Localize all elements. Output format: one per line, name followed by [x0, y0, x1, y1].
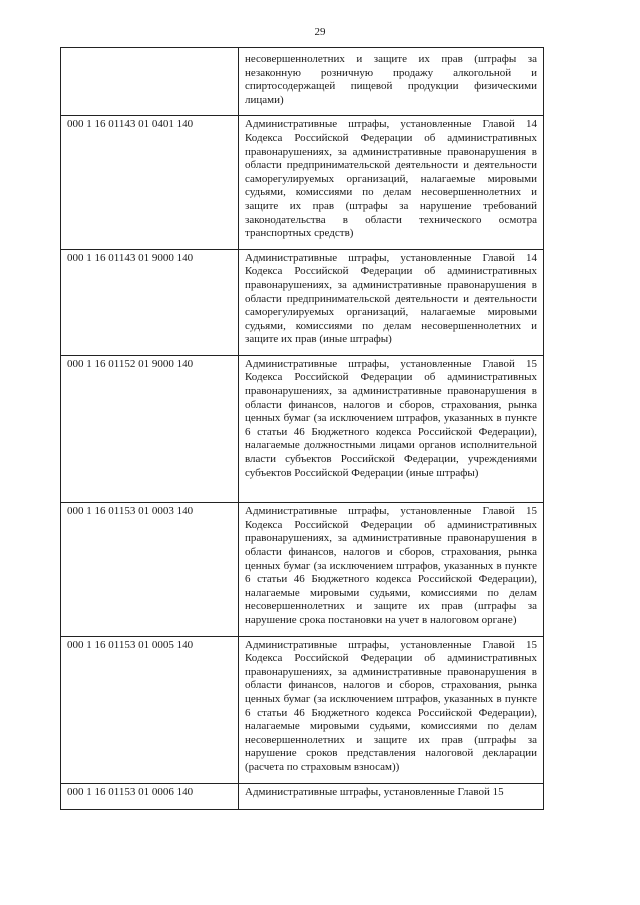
code-cell — [61, 48, 239, 116]
budget-code-table — [60, 47, 544, 810]
code-cell: 000 1 16 01153 01 0005 140 — [61, 636, 239, 783]
description-cell: Административные штрафы, установленные Главой 15 Кодекса Российской Федерации об административных правонарушениях, за административные правонарушения в области финансов, налогов и сборов, страхования, рынка ценных бумаг (за исключением штрафов, указанных в пункте 6 статьи 46 Бюджетного кодекса Российской Федерации), налагаемые мировыми судьями, комиссиями по делам несовершеннолетних и защите их прав (штрафы за нарушение сроков представления налоговой декларации (расчета по страховым взносам)) — [239, 636, 544, 783]
table-row — [61, 636, 544, 783]
table-row — [61, 783, 544, 810]
description-cell: Административные штрафы, установленные Главой 15 Кодекса Российской Федерации об административных правонарушениях, за административные правонарушения в области финансов, налогов и сборов, страхования, рынка ценных бумаг (за исключением штрафов, указанных в пункте 6 статьи 46 Бюджетного кодекса Российской Федерации), налагаемые должностными лицами органов исполнительной власти субъектов Российской Федерации, учреждениями субъектов Российской Федерации (иные штрафы) — [239, 355, 544, 502]
table-row — [61, 249, 544, 355]
description-cell: Административные штрафы, установленные Главой 14 Кодекса Российской Федерации об административных правонарушениях, за административные правонарушения в области предпринимательской деятельности и деятельности саморегулируемых организаций, налагаемые мировыми судьями, комиссиями по делам несовершеннолетних и защите их прав (штрафы за нарушение требований законодательства в области технического осмотра транспортных средств) — [239, 116, 544, 249]
code-cell: 000 1 16 01152 01 9000 140 — [61, 355, 239, 502]
table-row — [61, 48, 544, 116]
code-cell: 000 1 16 01153 01 0003 140 — [61, 503, 239, 636]
page-number: 29 — [314, 26, 326, 38]
table-row — [61, 503, 544, 636]
code-cell: 000 1 16 01153 01 0006 140 — [61, 783, 239, 810]
description-cell: Административные штрафы, установленные Главой 15 — [239, 783, 544, 810]
table-body — [61, 48, 544, 810]
description-cell: несовершеннолетних и защите их прав (штрафы за незаконную розничную продажу алкогольной и спиртосодержащей пищевой продукции физическими лицами) — [239, 48, 544, 116]
code-cell: 000 1 16 01143 01 0401 140 — [61, 116, 239, 249]
description-cell: Административные штрафы, установленные Главой 15 Кодекса Российской Федерации об административных правонарушениях, за административные правонарушения в области финансов, налогов и сборов, страхования, рынка ценных бумаг (за исключением штрафов, указанных в пункте 6 статьи 46 Бюджетного кодекса Российской Федерации), налагаемые мировыми судьями, комиссиями по делам несовершеннолетних и защите их прав (штрафы за нарушение срока постановки на учет в налоговом органе) — [239, 503, 544, 636]
table-row — [61, 355, 544, 502]
table-row — [61, 116, 544, 249]
description-cell: Административные штрафы, установленные Главой 14 Кодекса Российской Федерации об административных правонарушениях, за административные правонарушения в области предпринимательской деятельности и деятельности саморегулируемых организаций, налагаемые мировыми судьями, комиссиями по делам несовершеннолетних и защите их прав (иные штрафы) — [239, 249, 544, 355]
code-cell: 000 1 16 01143 01 9000 140 — [61, 249, 239, 355]
